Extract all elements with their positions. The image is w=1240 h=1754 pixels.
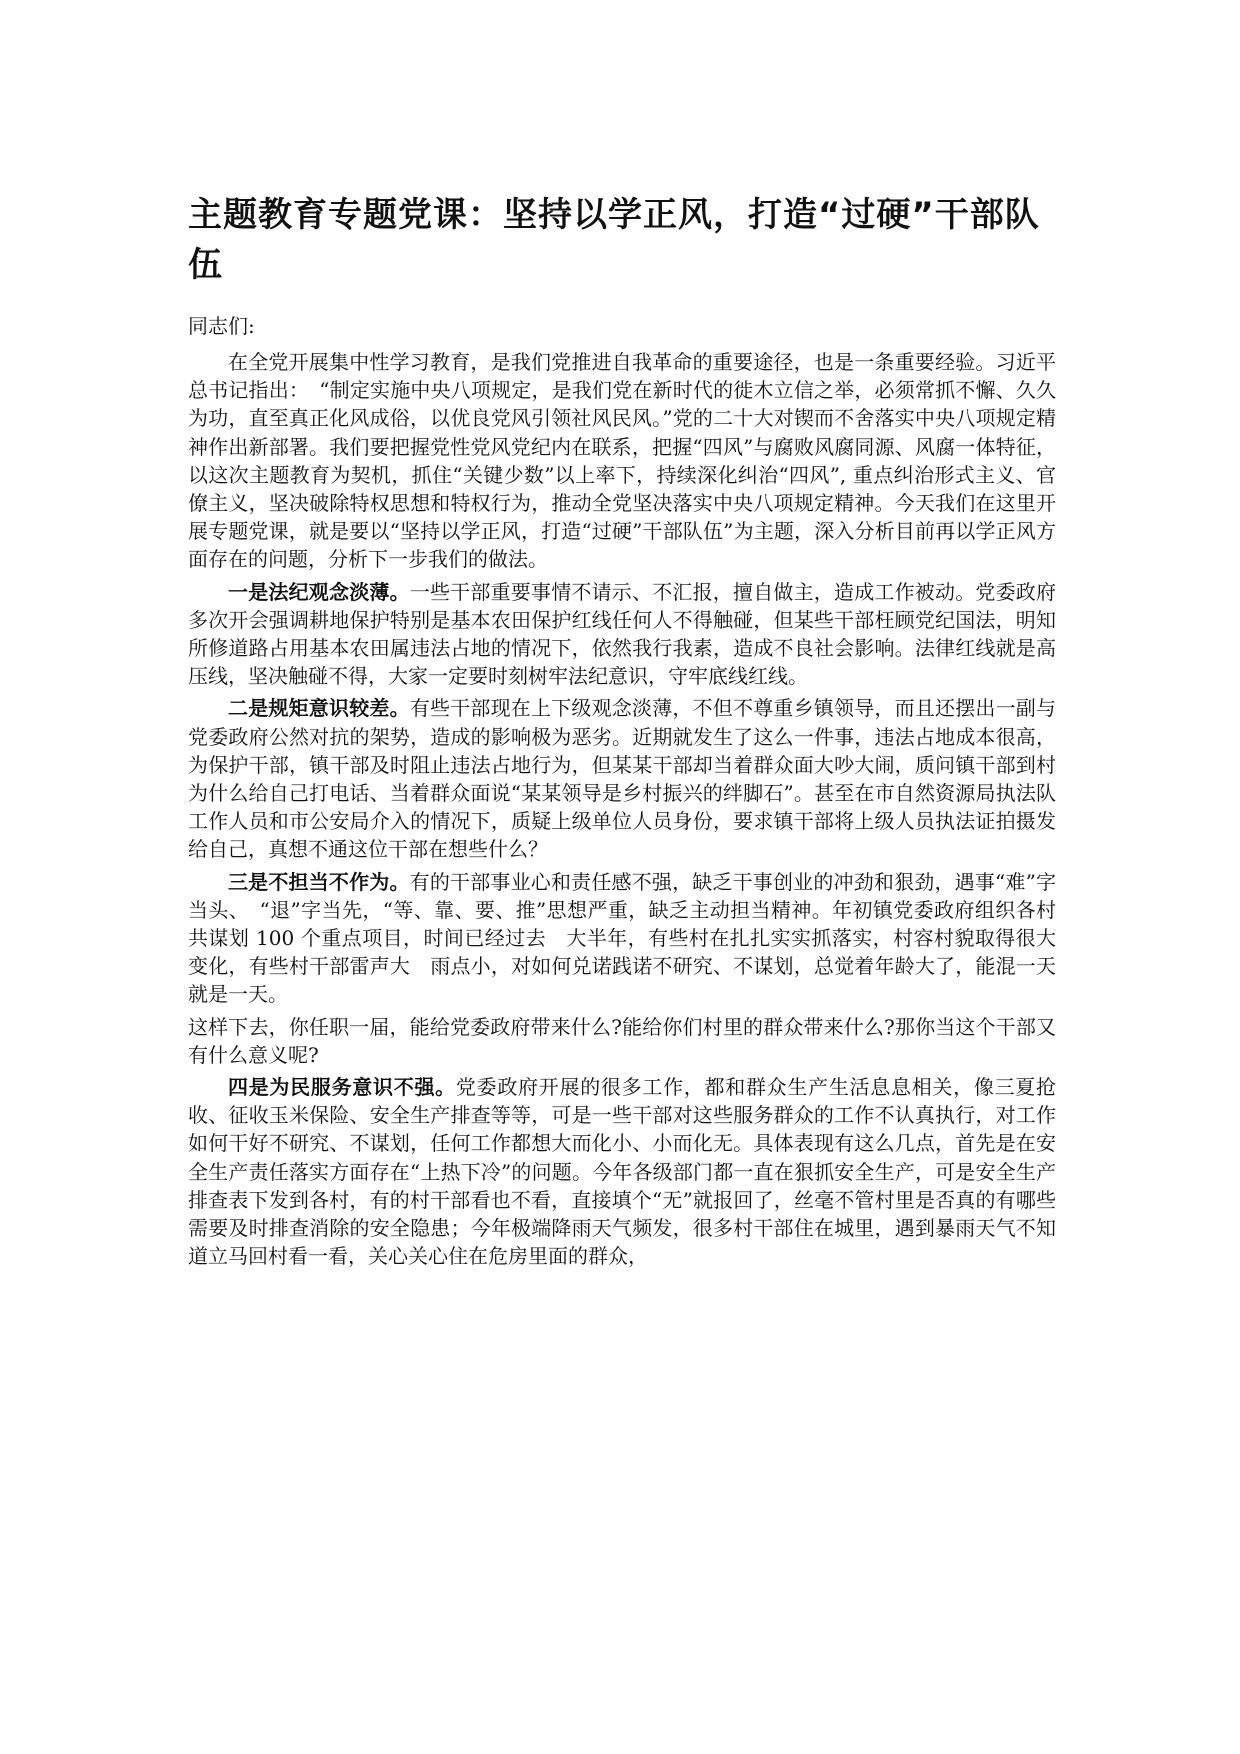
section-1-heading: 一是法纪观念淡薄。	[228, 579, 410, 604]
section-4-text: 党委政府开展的很多工作，都和群众生产生活息息相关，像三夏抢收、征收玉米保险、安全生产排查等等，可是一些干部对这些服务群众的工作不认真执行，对工作如何干好不研究、不谋划，任何工作都想大而化小、小而化无。具体表现有这么几点，首先是在安全生产责任落实方面存在“上热下冷”的问题。今年各级部门都一直在狠抓安全生产，可是安全生产排查表下发到各村，有的村干部看也不看，直接填个“无”就报回了，丝毫不管村里是否真的有哪些需要及时排查消除的安全隐患；今年极端降雨天气频发，很多村干部住在城里，遇到暴雨天气不知道立马回村看一看，关心关心住在危房里面的群众，	[188, 1075, 1057, 1269]
document-page	[188, 190, 1056, 1275]
salutation: 同志们:	[188, 314, 255, 338]
section-2-text: 有些干部现在上下级观念淡薄，不但不尊重乡镇领导，而且还摆出一副与党委政府公然对抗的架势，造成的影响极为恶劣。近期就发生了这么一件事，违法占地成本很高，为保护干部，镇干部及时阻止违法占地行为，但某某干部却当着群众面大吵大闹，质问镇干部到村为什么给自己打电话、当着群众面说“某某领导是乡村振兴的绊脚石”。甚至在市自然资源局执法队工作人员和市公安局介入的情况下，质疑上级单位人员身份，要求镇干部将上级人员执法证拍摄发给自己，真想不通这位干部在想些什么？	[188, 696, 1057, 862]
section-1-text: 一些干部重要事情不请示、不汇报，擅自做主，造成工作被动。党委政府多次开会强调耕地保护特别是基本农田保护红线任何人不得触碰，但某些干部枉顾党纪国法，明知所修道路占用基本农田属违法占地的情况下，依然我行我素，造成不良社会影响。法律红线就是高压线，坚决触碰不得，大家一定要时刻树牢法纪意识，守牢底线红线。	[188, 579, 1057, 689]
section-3-heading: 三是不担当不作为。	[228, 869, 410, 894]
section-2-heading: 二是规矩意识较差。	[228, 696, 410, 721]
section-3-paragraph	[188, 868, 1056, 1009]
section-2-paragraph	[188, 694, 1056, 863]
section-4-heading: 四是为民服务意识不强。	[228, 1075, 456, 1100]
section-3-text: 有的干部事业心和责任感不强，缺乏干事创业的冲劲和狠劲，遇事“难”字当头、 “退”字当先，“等、靠、要、推”思想严重，缺乏主动担当精神。年初镇党委政府组织各村共谋划 100 个重点项目，时间已经过去 大半年，有些村在扎扎实实抓落实，村容村貌取得很大变化，有些村干部雷声大 雨点小，对如何兑诺践诺不研究、不谋划，总觉着年龄大了，能混一天就是一天。	[188, 869, 1057, 1007]
section-4-paragraph	[188, 1073, 1056, 1270]
section-3-followup: 这样下去，你任职一届，能给党委政府带来什么?能给你们村里的群众带来什么?那你当这个干部又有什么意义呢?	[188, 1014, 1056, 1067]
section-1-paragraph	[188, 578, 1056, 691]
document-title: 主题教育专题党课：坚持以学正风，打造“过硬”干部队伍	[188, 195, 1040, 285]
intro-paragraph: 在全党开展集中性学习教育，是我们党推进自我革命的重要途径，也是一条重要经验。习近平总书记指出： “制定实施中央八项规定，是我们党在新时代的徙木立信之举，必须常抓不懈、久久为功，直至真正化风成俗，以优良党风引领社风民风。”党的二十大对锲而不舍落实中央八项规定精神作出新部署。我们要把握党性党风党纪内在联系，把握“四风”与腐败风腐同源、风腐一体特征，以这次主题教育为契机，抓住“关键少数”以上率下，持续深化纠治“四风”, 重点纠治形式主义、官僚主义，坚决破除特权思想和特权行为，推动全党坚决落实中央八项规定精神。今天我们在这里开展专题党课，就是要以“坚持以学正风，打造“过硬”干部队伍”为主题，深入分析目前再以学正风方面存在的问题，分析下一步我们的做法。	[188, 350, 1056, 572]
